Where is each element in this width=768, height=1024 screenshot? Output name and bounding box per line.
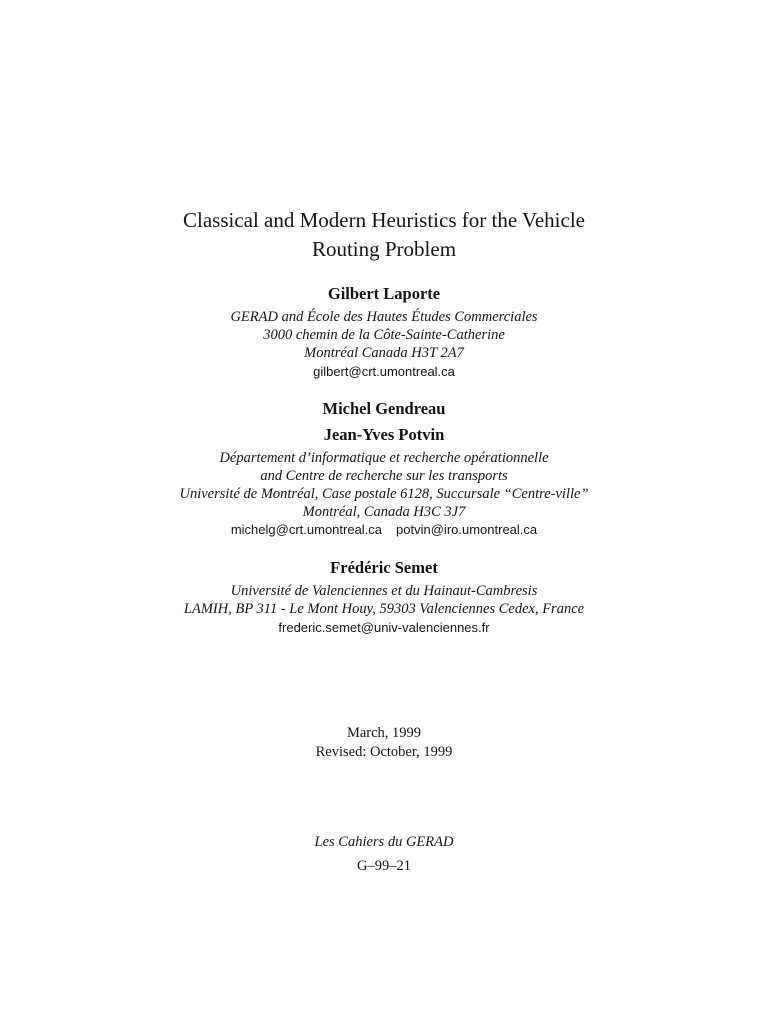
affiliation-line: Montréal Canada H3T 2A7 — [304, 345, 464, 361]
affiliation-line: LAMIH, BP 311 - Le Mont Houy, 59303 Valenciennes Cedex, France — [183, 601, 585, 617]
author-email: gilbert@crt.umontreal.ca — [313, 364, 455, 379]
affiliation-line: Montréal, Canada H3C 3J7 — [302, 504, 466, 520]
author-name-semet: Frédéric Semet — [330, 558, 438, 577]
date-original: March, 1999 — [346, 725, 422, 741]
affiliation-line: 3000 chemin de la Côte-Sainte-Catherine — [263, 327, 505, 343]
affiliation-line: Département d’informatique et recherche opérationnelle — [219, 450, 549, 466]
author-email: frederic.semet@univ-valenciennes.fr — [278, 620, 490, 635]
affiliation-line: Université de Montréal, Case postale 6128, Succursale “Centre-ville” — [179, 486, 589, 502]
author-name-gendreau: Michel Gendreau — [322, 399, 446, 418]
series-number: G–99–21 — [357, 858, 411, 874]
date-revised: Revised: October, 1999 — [315, 744, 453, 760]
series-name: Les Cahiers du GERAD — [314, 834, 454, 850]
author-name-potvin: Jean-Yves Potvin — [323, 425, 445, 444]
author-emails-row — [0, 521, 768, 539]
paper-title-line-2: Routing Problem — [311, 237, 457, 261]
affiliation-line: Université de Valenciennes et du Hainaut-Cambresis — [230, 583, 538, 599]
author-email: michelg@crt.umontreal.ca — [230, 522, 383, 537]
affiliation-line: GERAD and École des Hautes Études Commerciales — [230, 309, 538, 325]
paper-title-line-1: Classical and Modern Heuristics for the Vehicle — [182, 208, 585, 232]
author-email: potvin@iro.umontreal.ca — [396, 522, 538, 537]
author-name-laporte: Gilbert Laporte — [327, 284, 441, 303]
affiliation-line: and Centre de recherche sur les transports — [260, 468, 508, 484]
